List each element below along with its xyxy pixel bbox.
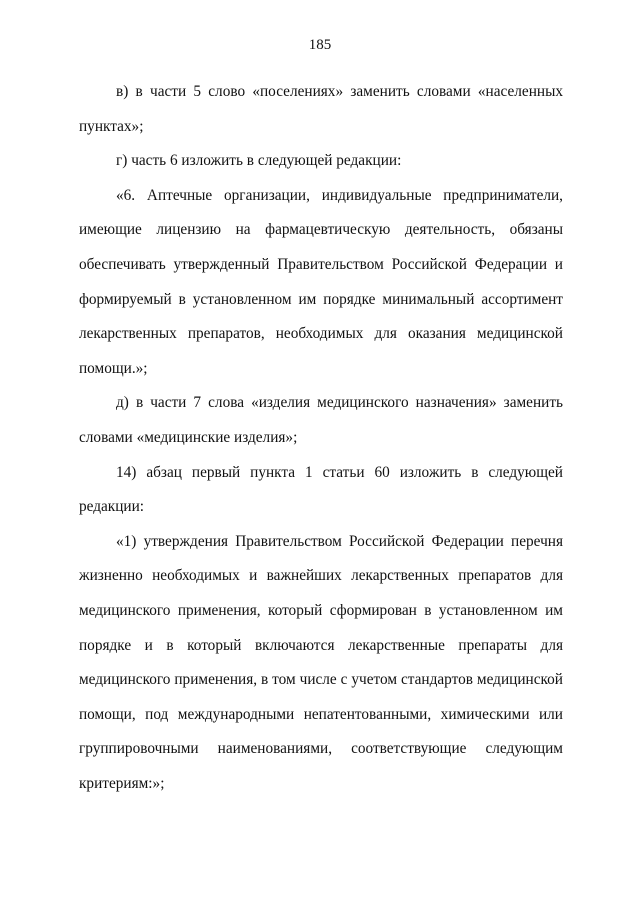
document-body — [79, 75, 563, 801]
paragraph-14: 14) абзац первый пункта 1 статьи 60 изложить в следующей редакции: — [79, 463, 563, 516]
paragraph-g: г) часть 6 изложить в следующей редакции: — [116, 152, 402, 170]
page-number: 185 — [308, 37, 332, 53]
paragraph-part-6-text: «6. Аптечные организации, индивидуальные предприниматели, имеющие лицензию на фармацевтическую деятельность, обязаны обеспечивать утвержденный Правительством Российской Федерации и формируемый в установленном им порядке минимальный ассортимент лекарственных препаратов, необходимых для оказания медицинской помощи.»; — [79, 186, 563, 377]
paragraph-d: д) в части 7 слова «изделия медицинского назначения» заменить словами «медицинские изделия»; — [79, 394, 563, 446]
paragraph-article-60-text: «1) утверждения Правительством Российской Федерации перечня жизненно необходимых и важнейших лекарственных препаратов для медицинского применения, который сформирован в установленном им порядке и в который включаются лекарственные препараты для медицинского применения, в том числе с учетом стандартов медицинской помощи, под международными непатентованными, химическими или группировочными наименованиями, соответствующие следующим критериям:»; — [79, 532, 563, 792]
paragraph-v: в) в части 5 слово «поселениях» заменить словами «населенных пунктах»; — [79, 83, 563, 135]
